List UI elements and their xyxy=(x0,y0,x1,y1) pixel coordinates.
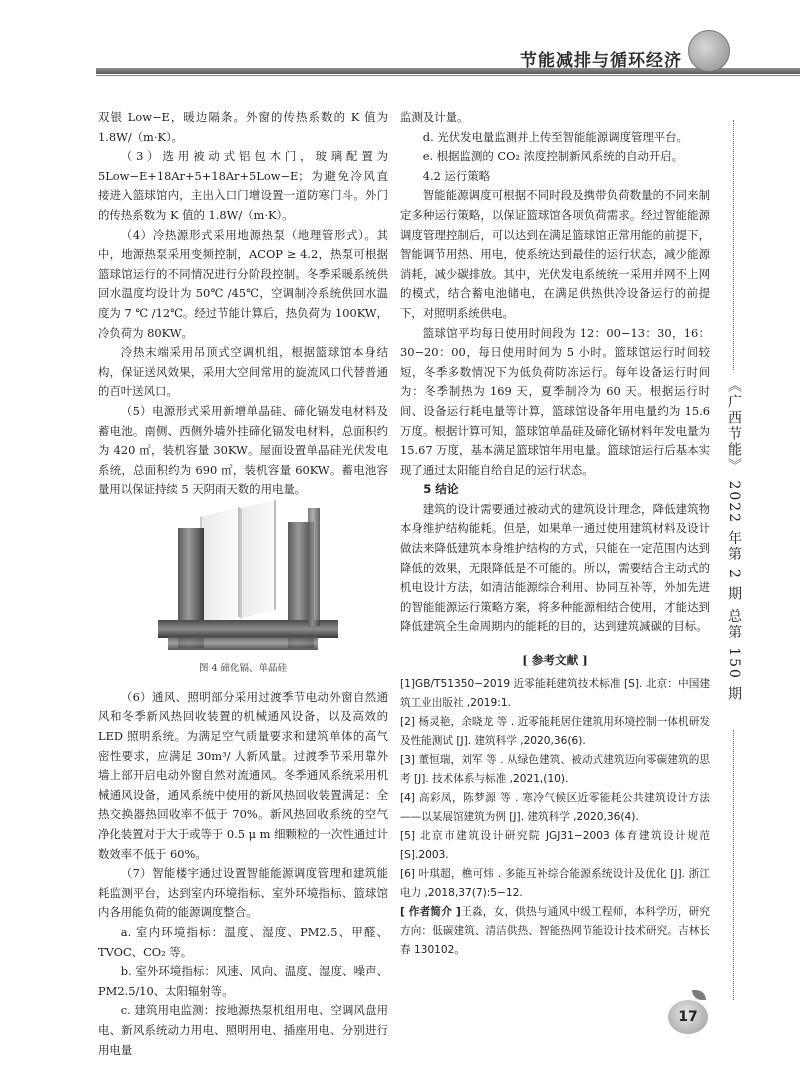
right-column xyxy=(400,108,710,960)
reference-item: [4] 高彩凤，陈梦源 等 . 寒冷气候区近零能耗公共建筑设计方法——以某展馆建筑为例 [J]. 建筑科学 ,2020,36(4). xyxy=(400,791,710,823)
frame-base xyxy=(168,636,318,650)
references-title: [ 参考文献 ] xyxy=(522,653,588,668)
paragraph: 篮球馆平均每日使用时间段为 12：00−13：30，16：30−20：00，每日使用时间为 5 小时。篮球馆运行时间较短，冬季多数情况下为低负荷防冻运行。每年设备运行时间为：冬季制热为 169 天，夏季制冷为 60 天。根据运行时间、设备运行耗电量等计算，篮球馆设备年用电量约为 15.6 万度。根据计算可知，篮球馆单晶硅及碲化镉材料年发电量为 15.67 万度，基本满足篮球馆年用电量。篮球馆运行后基本实现了通过太阳能自给自足的运行状态。 xyxy=(400,325,710,477)
glass-pane xyxy=(240,499,276,618)
figure-image xyxy=(138,508,358,656)
list-item: c. 建筑用电监测：按地源热泵机组用电、空调风盘用电、新风系统动力用电、照明用电、插座用电、分别进行用电量 xyxy=(98,1003,388,1057)
list-item: a. 室内环境指标：温度、湿度、PM2.5、甲醛、TVOC、CO₂ 等。 xyxy=(98,925,388,959)
section-heading: 5 结论 xyxy=(423,482,459,497)
section-logo-icon xyxy=(688,30,730,72)
paragraph: （3）选用被动式铝包木门，玻璃配置为 5Low−E+18Ar+5+18Ar+5Low−E；为避免冷风直接进入篮球馆内，主出入口门增设置一道防寒门斗。外门的传热系数为 K 值的 1.8W/（m·K）。 xyxy=(98,149,388,222)
paragraph: 监测及计量。 xyxy=(400,110,469,124)
paragraph: （4）冷热源形式采用地源热泵（地理管形式）。其中，地源热泵采用变频控制，ACOP ≥ 4.2，热泵可根据篮球馆运行的不同情况进行分阶段控制。冬季采暖系统供回水温度均设计为 50℃ /45℃，空调制冷系统供回水温度为 7 ℃ /12℃。经过节能计算后，热负荷为 100KW，冷负荷为 80KW。 xyxy=(98,227,388,340)
reference-item: [1]GB/T51350−2019 近零能耗建筑技术标准 [S]. 北京：中国建筑工业出版社 ,2019:1. xyxy=(400,677,710,709)
list-item: e. 根据监测的 CO₂ 浓度控制新风系统的自动开启。 xyxy=(422,149,684,164)
journal-issue-text: 《广西节能》 2022 年第 2 期 总第 150 期 xyxy=(726,378,742,703)
author-bio xyxy=(400,903,710,960)
list-item: b. 室外环境指标：风速、风向、温度、湿度、噪声、PM2.5/10、太阳辐射等。 xyxy=(98,964,388,998)
figure-caption: 图 4 碲化镉、单晶硅 xyxy=(198,662,288,674)
dotted-rule xyxy=(733,120,734,370)
author-label: [ 作者简介 ] xyxy=(400,905,461,918)
paragraph: （5）电源形式采用新增单晶硅、碲化镉发电材料及蓄电池。南侧、西侧外墙外挂碲化镉发电材料，总面积约为 420 ㎡，装机容量 30KW。屋面设置单晶硅光伏发电系统，总面积约为 690 ㎡，装机容量 60KW。蓄电池容量用以保证持续 5 天阴雨天数的用电量。 xyxy=(98,403,388,497)
paragraph: （7）智能楼宇通过设置智能能源调度管理和建筑能耗监测平台，达到室内环境指标、室外环境指标、篮球馆内各用能负荷的能源调度整合。 xyxy=(98,866,388,920)
section-title: 节能减排与循环经济 xyxy=(520,51,682,71)
left-column xyxy=(98,108,388,1060)
author-text: 王淼，女，供热与通风中级工程师，本科学历，研究方向：低碳建筑、清洁供热、智能热网节能设计技术研究。吉林长春 130102。 xyxy=(400,905,711,956)
frame-edge xyxy=(308,508,320,626)
glass-pane xyxy=(200,507,240,627)
paragraph: （6）通风、照明部分采用过渡季节电动外窗自然通风和冬季新风热回收装置的机械通风设备，以及高效的 LED 照明系统。为满足空气质量要求和建筑单体的高气密性要求，应满足 30m³/ 人新风量。过渡季节采用靠外墙上部开启电动外窗自然对流通风。冬季通风系统采用机械通风设备，通风系统中使用的新风热回收装置满足：全热交换器热回收率不低于 70%。新风热回收系统的空气净化装置对于大于或等于 0.5 μ m 细颗粒的一次性通过计数效率不低于 60%。 xyxy=(98,689,389,861)
section-heading: 4.2 运行策略 xyxy=(422,168,491,183)
journal-side-info xyxy=(724,120,744,1020)
paragraph: 建筑的设计需要通过被动式的建筑设计理念，降低建筑物本身维护结构能耗。但是，如果单一通过使用建筑材料及设计做法来降低建筑本身维护结构的方式，只能在一定范围内达到降低的效果，无限降低是不可能的。所以，需要结合主动式的机电设计方法，如清洁能源综合利用、协同互补等，外加先进的智能能源运行策略方案，将多种能源相结合使用，才能达到降低建筑全生命周期内的能耗的目的，达到建筑减碳的目标。 xyxy=(400,501,710,634)
reference-item: [3] 董恒瑞，刘军 等 . 从绿色建筑、被动式建筑迈向零碳建筑的思考 [J]. 技术体系与标准 ,2021,(10). xyxy=(400,753,710,785)
paragraph: 冷热末端采用吊顶式空调机组，根据篮球馆本身结构，保证送风效果，采用大空间常用的旋流风口代替普通的百叶送风口。 xyxy=(98,345,388,399)
header-stripe xyxy=(96,68,800,74)
list-item: d. 光伏发电量监测并上传至智能能源调度管理平台。 xyxy=(422,129,688,144)
dotted-rule xyxy=(733,730,734,1000)
figure-window-frame xyxy=(98,508,388,658)
header-rule xyxy=(96,75,800,76)
page-header xyxy=(0,0,800,80)
leaf-icon xyxy=(692,990,706,1000)
reference-item: [6] 叶琪超，樵可炜 . 多能互补综合能源系统设计及优化 [J]. 浙江电力 ,2018,37(7):5−12. xyxy=(400,867,710,899)
page-number: 17 xyxy=(668,1000,708,1034)
paragraph: 双银 Low−E，暖边隔条。外窗的传热系数的 K 值为 1.8W/（m·K）。 xyxy=(98,110,388,144)
paragraph: 智能能源调度可根据不同时段及携带负荷数量的不同来制定多种运行策略，以保证篮球馆各项负荷需求。经过智能能源调度管理控制后，可以达到在满足篮球馆正常用能的前提下，智能调节用热、用电，使系统达到最佳的运行状态，减少能源消耗，减少碳排放。其中，光伏发电系统统一采用并网不上网的模式，结合蓄电池储电，在满足供热供冷设备运行的前提下，对照明系统供电。 xyxy=(400,188,710,320)
reference-item: [2] 杨灵艳，余晓龙 等 . 近零能耗居住建筑用环境控制一体机研发及性能测试 [J]. 建筑科学 ,2020,36(6). xyxy=(400,715,710,747)
reference-item: [5] 北京市建筑设计研究院 JGJ31−2003 体育建筑设计规范 [S].2003. xyxy=(400,829,710,861)
